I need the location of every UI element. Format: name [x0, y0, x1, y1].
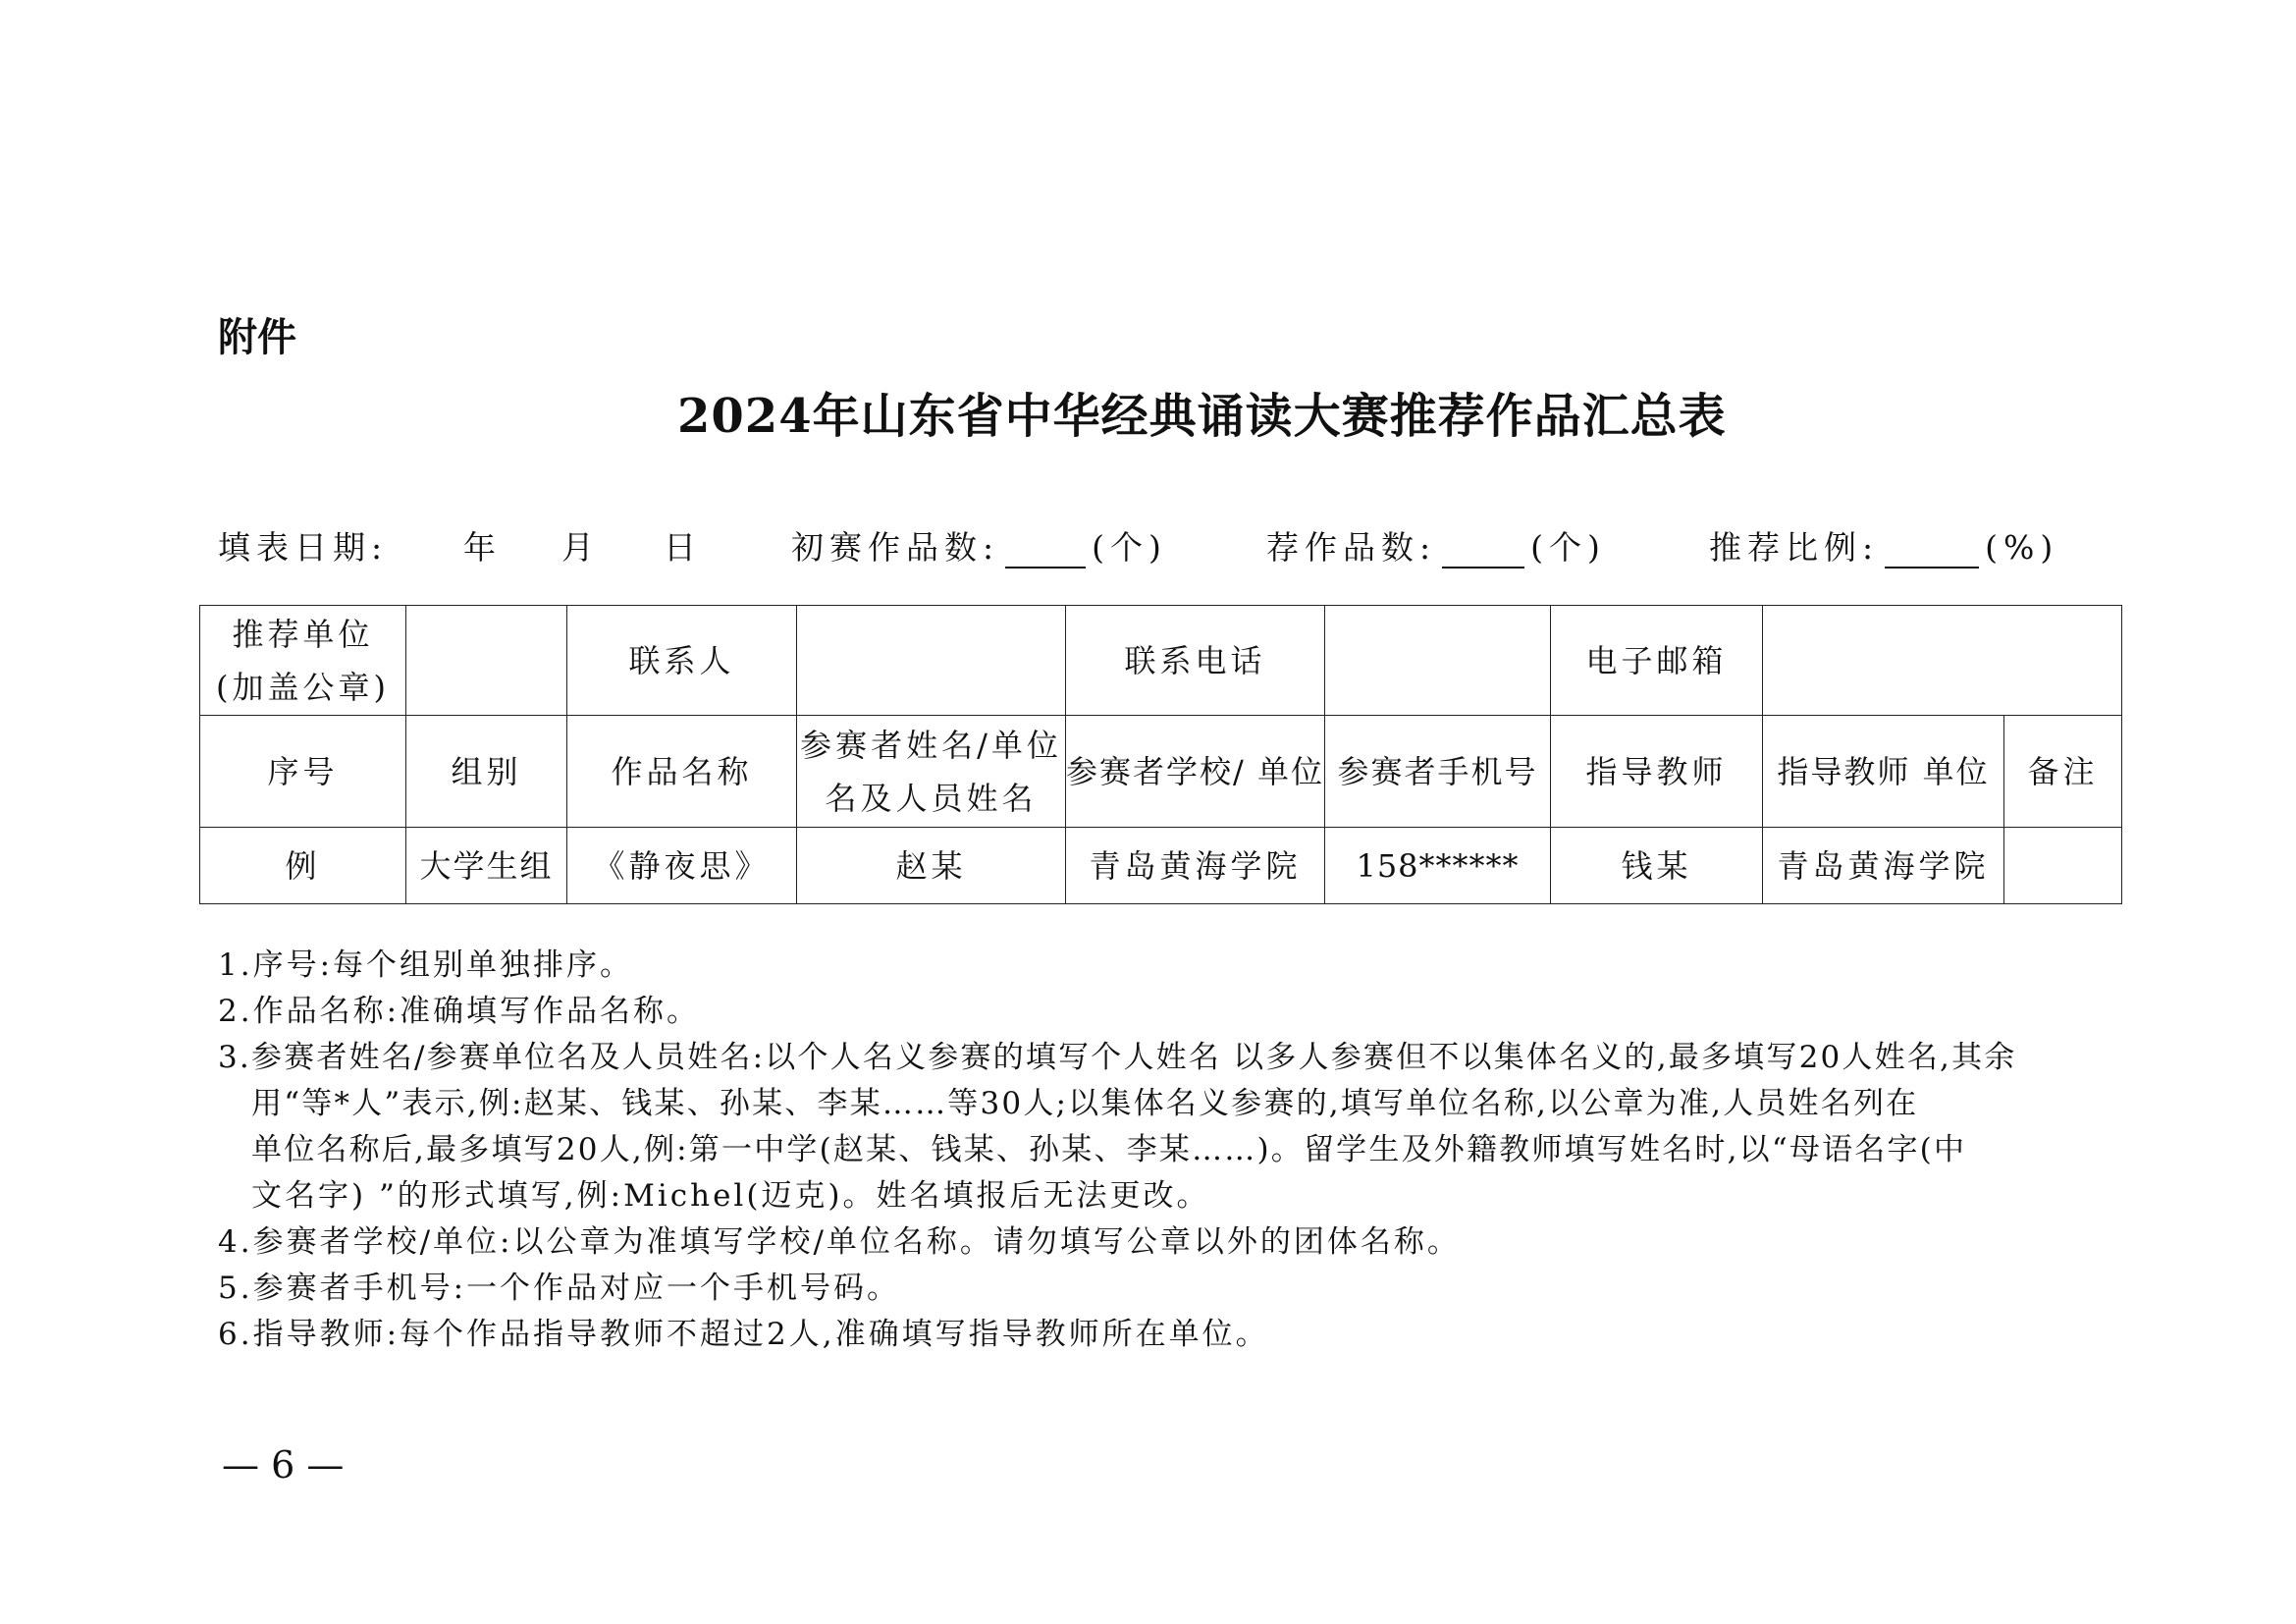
date-year: 年	[463, 528, 502, 567]
unit-label-cell: 推荐单位 (加盖公章)	[200, 606, 406, 716]
example-seq: 例	[200, 828, 406, 904]
note-2: 2.作品名称:准确填写作品名称。	[218, 994, 701, 1029]
example-mobile: 158******	[1325, 828, 1551, 904]
example-name: 赵某	[797, 828, 1066, 904]
note-5: 5.参赛者手机号:一个作品对应一个手机号码。	[218, 1271, 901, 1306]
header-participant-name: 参赛者姓名/单位 名及人员姓名	[797, 716, 1066, 828]
note-3-line-3: 单位名称后,最多填写20人,例:第一中学(赵某、钱某、孙某、李某……)。留学生及外籍教师填写姓名时,以“母语名字(中	[251, 1132, 1967, 1167]
contact-value-cell	[797, 606, 1066, 716]
header-work: 作品名称	[567, 716, 797, 828]
recommend-ratio-blank	[1885, 537, 1979, 568]
note-3-line-1: 3.参赛者姓名/参赛单位名及人员姓名:以个人名义参赛的填写个人姓名 以多人参赛但不以集体名义的,最多填写20人姓名,其余	[218, 1040, 2017, 1075]
recommended-count-label: 荐作品数:	[1266, 528, 1437, 567]
example-remark	[2004, 828, 2122, 904]
note-6: 6.指导教师:每个作品指导教师不超过2人,准确填写指导教师所在单位。	[218, 1317, 1269, 1352]
example-school: 青岛黄海学院	[1066, 828, 1325, 904]
example-row	[200, 828, 2122, 904]
page-title: 2024年山东省中华经典诵读大赛推荐作品汇总表	[677, 389, 1727, 444]
date-month: 月	[561, 528, 600, 567]
unit-value-cell	[406, 606, 567, 716]
header-mobile: 参赛者手机号	[1325, 716, 1551, 828]
attachment-label: 附件	[218, 315, 296, 360]
recommended-count-blank	[1442, 537, 1524, 568]
unit-info-row	[200, 606, 2122, 716]
header-school: 参赛者学校/ 单位	[1066, 716, 1325, 828]
header-remark: 备注	[2004, 716, 2122, 828]
note-1: 1.序号:每个组别单独排序。	[218, 947, 634, 983]
recommend-ratio-unit: (%)	[1985, 528, 2059, 567]
contact-label-cell: 联系人	[567, 606, 797, 716]
header-group: 组别	[406, 716, 567, 828]
note-3-line-2: 用“等*人”表示,例:赵某、钱某、孙某、李某……等30人;以集体名义参赛的,填写单位名称,以公章为准,人员姓名列在	[251, 1086, 1919, 1121]
prelim-count-label: 初赛作品数:	[791, 528, 1000, 567]
recommend-ratio-field	[1709, 522, 2058, 568]
date-label: 填表日期:	[218, 528, 389, 567]
header-seq: 序号	[200, 716, 406, 828]
prelim-count-unit: (个)	[1092, 528, 1167, 567]
example-work: 《静夜思》	[567, 828, 797, 904]
example-teacher: 钱某	[1551, 828, 1763, 904]
note-4: 4.参赛者学校/单位:以公章为准填写学校/单位名称。请勿填写公章以外的团体名称。	[218, 1224, 1461, 1260]
phone-value-cell	[1325, 606, 1551, 716]
recommended-count-unit: (个)	[1530, 528, 1606, 567]
notes-section	[218, 943, 2103, 1358]
date-day: 日	[664, 528, 702, 567]
example-teacher-unit: 青岛黄海学院	[1763, 828, 2004, 904]
email-value-cell	[1763, 606, 2122, 716]
recommend-ratio-label: 推荐比例:	[1709, 528, 1880, 567]
example-group: 大学生组	[406, 828, 567, 904]
header-row	[200, 716, 2122, 828]
prelim-count-blank	[1005, 537, 1086, 568]
header-teacher: 指导教师	[1551, 716, 1763, 828]
prelim-count-field	[791, 522, 1167, 568]
phone-label-cell: 联系电话	[1066, 606, 1325, 716]
header-teacher-unit: 指导教师 单位	[1763, 716, 2004, 828]
note-3-line-4: 文名字) ”的形式填写,例:Michel(迈克)。姓名填报后无法更改。	[251, 1178, 1210, 1214]
page-number: — 6 —	[222, 1443, 345, 1487]
recommended-count-field	[1266, 522, 1606, 568]
email-label-cell: 电子邮箱	[1551, 606, 1763, 716]
summary-table	[199, 605, 2122, 904]
